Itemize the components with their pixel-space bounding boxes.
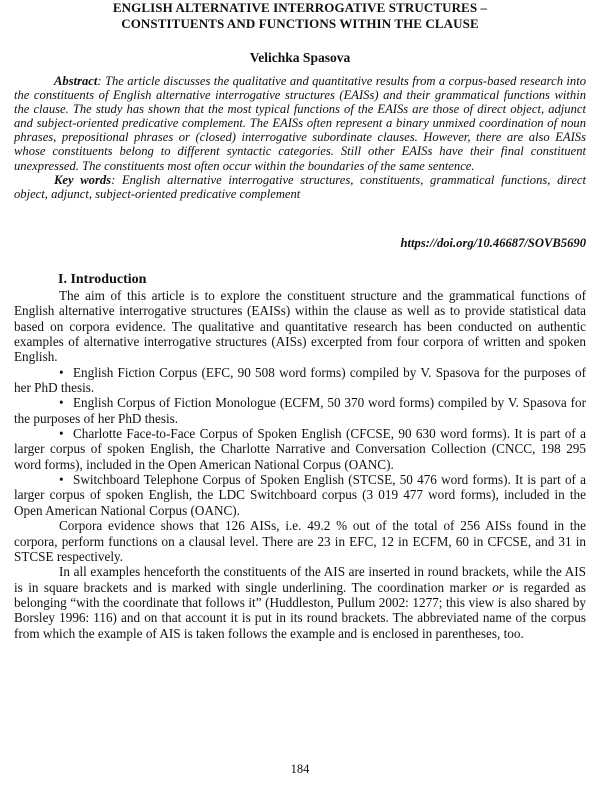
bullet-icon: • (59, 426, 64, 442)
abstract-label: Abstract (54, 74, 98, 88)
paragraph-examples (14, 564, 586, 641)
keywords-label: Key words (54, 172, 112, 187)
title-line-1: ENGLISH ALTERNATIVE INTERROGATIVE STRUCTURES – (112, 0, 488, 15)
list-item-text: Charlotte Face-to-Face Corpus of Spoken English (CFCSE, 90 630 word forms). It is part of a larger corpus of spoken English, the Charlotte Narrative and Conversation Collection (CNCC, 198 295 word forms), included in the Open American National Corpus (OANC). (14, 426, 586, 472)
list-item-text: English Fiction Corpus (EFC, 90 508 word forms) compiled by V. Spasova for the purposes of her PhD thesis. (14, 364, 586, 396)
bullet-icon: • (59, 472, 64, 488)
list-item-stcse (14, 472, 586, 518)
paragraph-text: is regarded as belonging “with the coordinate that follows it” (Huddleston, Pullum 2002: 1277; this view is also shared by Borsley 1996: 116) and on that account it is put in its round brackets. The abbreviated name of the corpus from which the example of AIS is taken follows the example and is enclosed in parentheses, too. (14, 579, 587, 641)
bullet-icon: • (59, 364, 64, 380)
article-title (20, 0, 580, 32)
body-text (14, 288, 586, 641)
coordination-marker: or (492, 579, 504, 595)
list-item-efc (14, 365, 586, 396)
page-number: 184 (290, 762, 310, 776)
paragraph-intro: The aim of this article is to explore the constituent structure and the grammatical functions of English alternative interrogative structures (EAISs) within the clause as well as to provide statistical data based on corpora evidence. The qualitative and quantitative research has been conducted on authentic examples of alternative interrogative structures (AISs) excerpted from four corpora of written and spoken English. (14, 288, 586, 365)
doi-link[interactable]: https://doi.org/10.46687/SOVB5690 (400, 236, 586, 250)
keywords-paragraph (14, 173, 586, 201)
title-line-2: CONSTITUENTS AND FUNCTIONS WITHIN THE CLAUSE (121, 16, 479, 31)
list-item-text: English Corpus of Fiction Monologue (ECFM, 50 370 word forms) compiled by V. Spasova for the purposes of her PhD thesis. (14, 395, 586, 426)
bullet-icon: • (59, 395, 64, 411)
abstract-text: : The article discusses the qualitative and quantitative results from a corpus-based research into the constituents of English alternative interrogative structures (EAISs) and their grammatical functions within the clause. The study has shown that the most typical functions of the EAISs are those of direct object, adjunct and subject-oriented predicative complement. The EAISs often represent a binary unmixed coordination of noun phrases, prepositional phrases or (closed) interrogative subordinate clauses. However, there are also EAISs whose constituents belong to different syntactic categories. Still other EAISs have their final constituent unexpressed. The constituents most often occur within the boundaries of the same sentence. (14, 74, 586, 173)
list-item-text: Switchboard Telephone Corpus of Spoken English (STCSE, 50 476 word forms). It is part of a larger corpus of spoken English, the LDC Switchboard corpus (3 019 477 word forms), included in the Open American National Corpus (OANC). (14, 472, 586, 518)
section-heading: I. Introduction (58, 272, 147, 287)
paragraph-text: In all examples henceforth the constituents of the AIS are inserted in round brackets, while the AIS is in square brackets and is marked with single underlining. The coordination marker (14, 564, 586, 595)
author-name: Velichka Spasova (249, 50, 351, 65)
paragraph-corpora-evidence: Corpora evidence shows that 126 AISs, i.e. 49.2 % out of the total of 256 AISs found in the corpora, perform functions on a clausal level. There are 23 in EFC, 12 in ECFM, 60 in CFCSE, and 31 in STCSE respectively. (14, 518, 586, 564)
keywords-text: : English alternative interrogative structures, constituents, grammatical functions, direct object, adjunct, subject-oriented predicative complement (14, 172, 586, 201)
list-item-cfcse (14, 426, 586, 472)
abstract-paragraph (14, 74, 586, 173)
list-item-ecfm (14, 395, 586, 426)
abstract-block (14, 74, 586, 201)
